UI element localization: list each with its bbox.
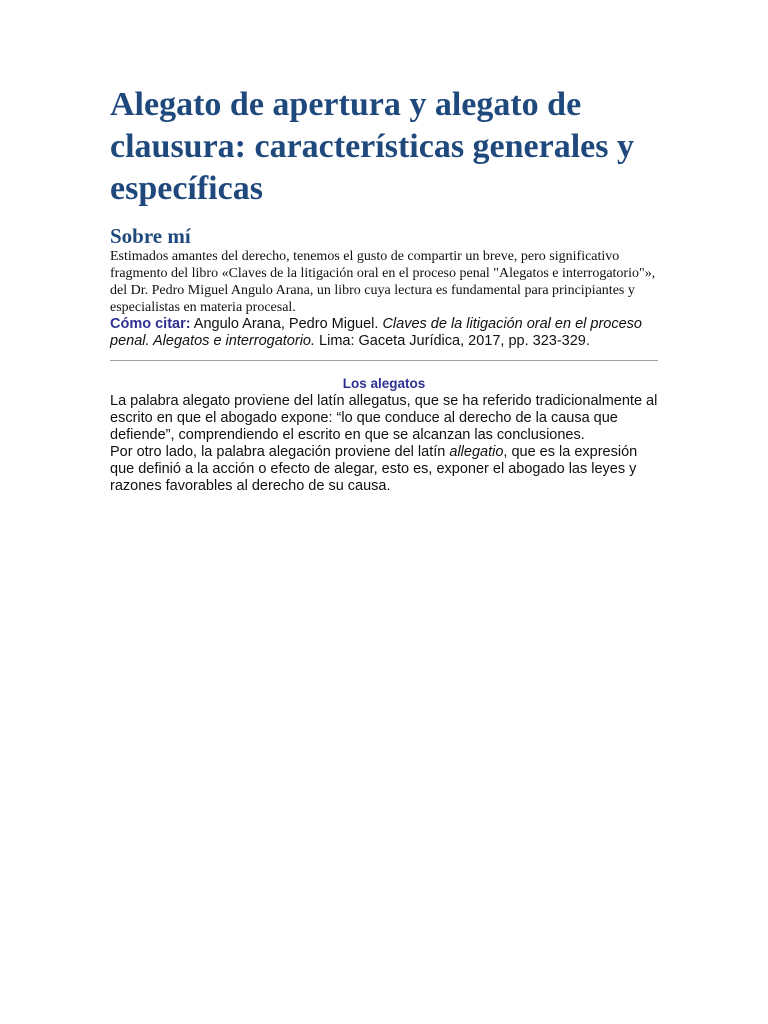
body-paragraph-1: La palabra alegato proviene del latín allegatus, que se ha referido tradicionalmente al escrito en que el abogado expone: “lo que conduce al derecho de la causa que defiende”, comprendiendo el escrito en que se alcanzan las conclusiones. bbox=[110, 393, 658, 443]
paragraph-2-term: allegatio bbox=[449, 444, 504, 460]
paragraph-2-end: , que es la expresión que definió a la acción o efecto de alegar, esto es, exponer el abogado las leyes y razones favorables al derecho de su causa. bbox=[110, 444, 638, 494]
intro-paragraph: Estimados amantes del derecho, tenemos el gusto de compartir un breve, pero significativo fragmento del libro «Claves de la litigación oral en el proceso penal "Alegatos e interrogatorio"», del Dr. Pedro Miguel Angulo Arana, un libro cuya lectura es fundamental para principiantes y especialistas en materia procesal. bbox=[110, 249, 656, 315]
citation-label: Cómo citar: bbox=[110, 316, 191, 332]
about-heading: Sobre mí bbox=[110, 224, 191, 248]
paragraph-2-start: Por otro lado, la palabra alegación proviene del latín bbox=[110, 444, 450, 460]
citation-publisher: Lima: Gaceta Jurídica, 2017, pp. 323-329. bbox=[315, 333, 590, 349]
section-heading: Los alegatos bbox=[342, 376, 426, 391]
section-divider bbox=[110, 360, 658, 361]
document-page bbox=[110, 84, 658, 495]
citation bbox=[110, 316, 658, 350]
citation-author: Angulo Arana, Pedro Miguel. bbox=[190, 316, 383, 332]
body-paragraph-2 bbox=[110, 444, 658, 495]
citation-book-title: Claves de la litigación oral en el proceso penal. Alegatos e interrogatorio. bbox=[110, 316, 642, 349]
page-title: Alegato de apertura y alegato de clausura: características generales y específicas bbox=[110, 86, 634, 207]
